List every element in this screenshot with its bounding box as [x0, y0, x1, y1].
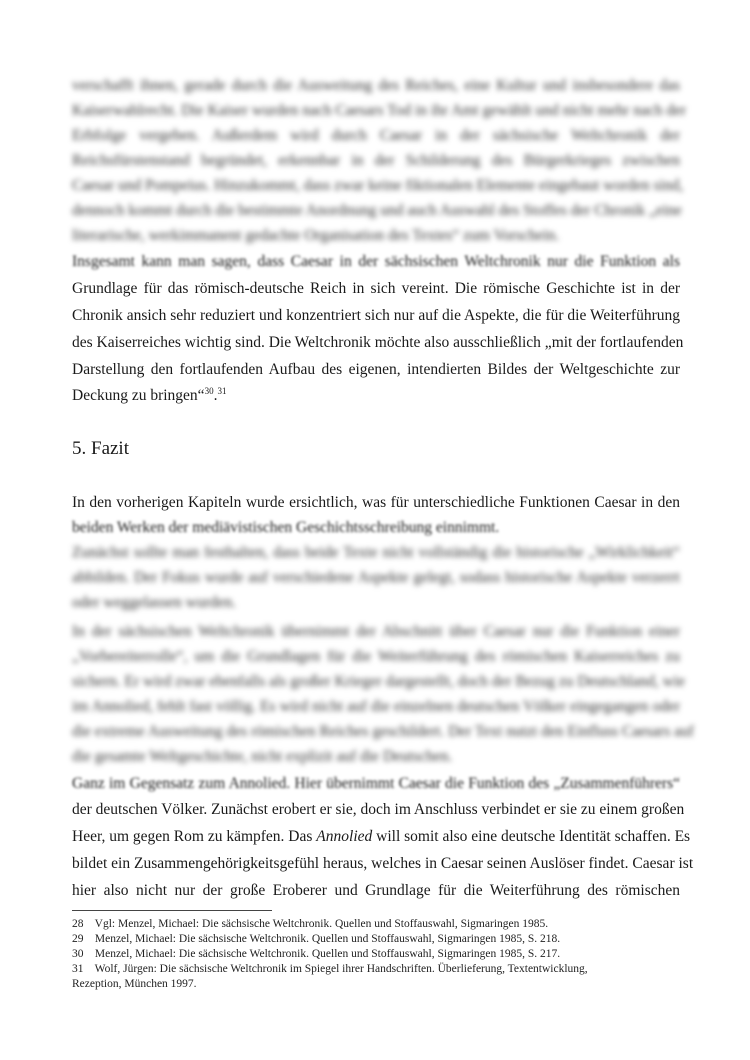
- footnote-number: 30: [72, 948, 84, 960]
- blurred-text-line: Erbfolge vergeben. Außerdem wird durch Caesar in der sächsische Weltchronik der: [72, 127, 680, 144]
- partially-blurred-line: beiden Werken der mediävistischen Geschichtsschreibung einnimmt.: [72, 519, 500, 536]
- last-line-text: Deckung zu bringen“: [72, 387, 205, 404]
- blurred-text-line: oder weggelassen wurden.: [72, 594, 236, 611]
- body-text-line: des Kaiserreiches wichtig sind. Die Weltchronik möchte also ausschließlich „mit der fortlaufenden: [72, 334, 684, 351]
- blurred-text-line: Kaiserwahlrecht. Die Kaiser wurden nach Caesars Tod in ihr Amt gewählt und nicht mehr nach der: [72, 102, 687, 119]
- footnote: [72, 947, 692, 962]
- line-text: Heer, um gegen Rom zu kämpfen. Das: [72, 828, 317, 845]
- footnote-number: 28: [72, 918, 84, 930]
- footnote-text: Vgl: Menzel, Michael: Die sächsische Weltchronik. Quellen und Stoffauswahl, Sigmaringen 1985.: [94, 918, 549, 930]
- blurred-text-line: im Annolied, fehlt fast völlig. Es wird nicht auf die einzelnen deutschen Völker eingegangen oder: [72, 698, 680, 715]
- footnote-ref-30: 30: [204, 385, 214, 396]
- blurred-text-line: verschafft ihnen, gerade durch die Ausweitung des Reiches, eine Kultur und insbesondere das: [72, 77, 680, 94]
- blurred-text-line: „Vorbereiterrolle“, um die Grundlagen für die Weiterführung des römischen Kaiserreiches zu: [72, 648, 680, 665]
- blurred-text-line: Reichsfürstenstand begründet, erkennbar in der Schilderung des Bürgerkrieges zwischen: [72, 152, 680, 169]
- body-text-line: In den vorherigen Kapiteln wurde ersichtlich, was für unterschiedliche Funktionen Caesar in den: [72, 494, 680, 511]
- blurred-text-line: dennoch kommt durch die bestimmte Anordnung und auch Auswahl des Stoffes der Chronik „eine: [72, 202, 682, 219]
- footnote-text: Menzel, Michael: Die sächsische Weltchronik. Quellen und Stoffauswahl, Sigmaringen 1985, S. 217.: [94, 948, 561, 960]
- body-text-line: Darstellung den fortlaufenden Aufbau des eigenen, intendierten Bildes der Weltgeschichte zur: [72, 361, 680, 378]
- footnote-text: Menzel, Michael: Die sächsische Weltchronik. Quellen und Stoffauswahl, Sigmaringen 1985, S. 218.: [94, 933, 561, 945]
- blurred-text-line: sichern. Er wird zwar ebenfalls als großer Krieger dargestellt, doch der Bezug zu Deutschland, wie: [72, 673, 686, 690]
- footnote-number: 29: [72, 933, 84, 945]
- footnote-text: Wolf, Jürgen: Die sächsische Weltchronik im Spiegel ihrer Handschriften. Überlieferung, Textentwicklung,: [94, 963, 588, 975]
- body-text-line: Grundlage für das römisch-deutsche Reich in sich vereint. Die römische Geschichte ist in der: [72, 280, 680, 297]
- blurred-text-line: Caesar und Pompeius. Hinzukommt, dass zwar keine fiktionalen Elemente eingebaut worden sind,: [72, 177, 684, 194]
- work-title: Annolied: [316, 828, 373, 845]
- footnote-ref-31: 31: [217, 385, 227, 396]
- footnote-continuation: Rezeption, München 1997.: [72, 978, 197, 990]
- footnote-ref-separator: .: [213, 387, 218, 404]
- footnote-number: 31: [72, 963, 84, 975]
- blurred-text-line: literarische, werkimmanent gedachte Organisation des Textes“ zum Vorschein.: [72, 227, 560, 244]
- body-text-line: der deutschen Völker. Zunächst erobert er sie, doch im Anschluss verbindet er sie zu einem großen: [72, 801, 685, 818]
- partially-blurred-line: Insgesamt kann man sagen, dass Caesar in der sächsischen Weltchronik nur die Funktion als: [72, 253, 680, 270]
- footnote: [72, 917, 692, 932]
- body-text-line: Chronik ansich sehr reduziert und konzentriert sich nur auf die Aspekte, die für die Weiterführung: [72, 307, 680, 324]
- blurred-text-line: Zunächst sollte man festhalten, dass beide Texte nicht vollständig die historische „Wirklichkeit“: [72, 544, 680, 561]
- blurred-text-line: abbilden. Der Fokus wurde auf verschiedene Aspekte gelegt, sodass historische Aspekte verzerrt: [72, 569, 680, 586]
- body-text-line: hier also nicht nur der große Eroberer und Grundlage für die Weiterführung des römischen: [72, 882, 680, 899]
- footnote: [72, 962, 692, 977]
- body-text-line-last: [72, 384, 680, 408]
- footnote-separator: [72, 910, 272, 911]
- blurred-text-line: In der sächsischen Weltchronik übernimmt der Abschnitt über Caesar nur die Funktion einer: [72, 623, 680, 640]
- line-text: will somit also eine deutsche Identität schaffen. Es: [372, 828, 691, 845]
- blurred-text-line: die gesamte Weltgeschichte, nicht explizit auf die Deutschen.: [72, 748, 453, 765]
- partially-blurred-line: Ganz im Gegensatz zum Annolied. Hier übernimmt Caesar die Funktion des „Zusammenführers“: [72, 775, 680, 792]
- blurred-text-line: die extreme Ausweitung des römischen Reiches geschildert. Der Text nutzt den Einfluss Caesars auf: [72, 723, 694, 740]
- body-text-line: bildet ein Zusammengehörigkeitsgefühl heraus, welches in Caesar seinen Auslöser findet. Caesar ist: [72, 855, 694, 872]
- footnote: [72, 932, 692, 947]
- body-text-line: [72, 825, 691, 849]
- section-heading: 5. Fazit: [72, 438, 129, 459]
